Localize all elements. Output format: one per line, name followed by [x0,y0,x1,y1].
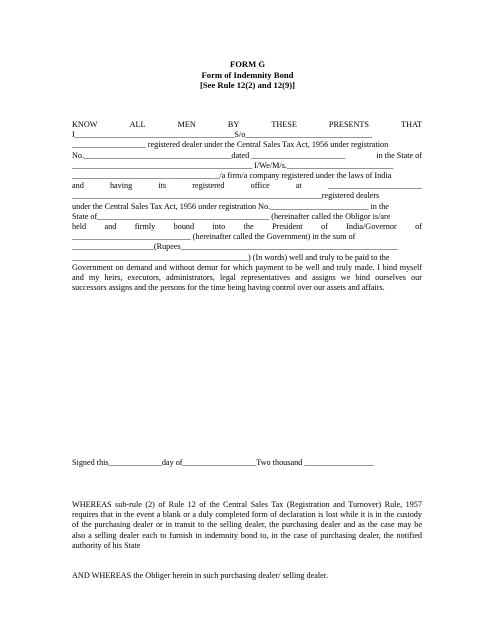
word: of [415,222,422,232]
state-label: in the State of [376,150,422,160]
word: MEN [177,120,196,129]
know-line-1 [72,120,422,130]
word: ALL [129,120,146,129]
know-line-5: ____________________________________________ I/We/M/s.__________________________ [72,160,394,170]
word: firmly [134,222,156,232]
word: PRESENTS [328,120,369,129]
know-line-9: under the Central Sales Tax Act, 1956 under registration No.________________________ in the [72,201,389,211]
word: having [109,181,133,191]
word: President [272,222,303,232]
signed-date-line: Signed this_____________day of__________________Two thousand _________________ [72,458,374,467]
word: of [320,222,328,232]
word: THAT [401,120,422,129]
word: into [212,222,226,232]
office-address-blank: _______________________ [327,181,422,191]
know-line-10: State of__________________________________________ (hereinafter called the Obligor is/are [72,211,391,221]
form-header [0,59,495,91]
know-line-3: __________________ registered dealer under the Central Sales Tax Act, 1956 under registration [72,140,389,150]
know-line-11 [72,222,422,232]
word: THESE [271,120,297,129]
form-rule-reference: [See Rule 12(2) and 12(9)] [200,80,295,90]
whereas-paragraph-1: WHEREAS sub-rule (2) of Rule 12 of the Central Sales Tax (Registration and Turnover) Rule, 1957 requires that in the event a blank or a duly completed form of declaration is lost while it is in the custody of the purchasing dealer or in transit to the selling dealer, the purchasing dealer and as the case may be also a selling dealer each to furnish in indemnity bond to, in the case of purchasing dealer, the notified authority of his State [72,500,422,550]
know-line-4 [72,151,422,161]
word: its [158,181,167,191]
know-paragraph-ending: Government on demand and without demur for which payment to be well and truly made. I bind myself and my heirs, executors, administrators, legal representatives and assigns we bind ourselves our successors assigns and the persons for the time being having control over our assets and affairs. [72,262,422,293]
word: KNOW [72,120,98,129]
word: and [72,181,84,191]
form-title: Form of Indemnity Bond [201,69,294,80]
whereas-paragraph-2: AND WHEREAS the Obliger herein in such purchasing dealer/ selling dealer. [72,571,329,580]
word: bound [173,222,195,232]
word: at [295,181,302,191]
know-line-13: ____________________(Rupees_____________________________________________________ [72,242,398,252]
word: and [104,222,117,232]
word: the [243,222,254,232]
word: office [250,181,270,191]
form-number: FORM G [229,59,266,69]
know-line-14: ___________________________________________) (In words) well and truly to be paid to the [72,252,390,262]
word: registered [192,181,225,191]
know-line-7 [72,181,422,191]
know-line-12: _____________________________ (hereinafter called the Government) in the sum of [72,232,356,242]
word: India/Governor [346,222,397,232]
word: held [72,222,87,232]
registration-number-blank: No.____________________________________dated _______________________ [72,150,346,160]
know-all-men-paragraph [72,120,422,293]
know-line-2: I_______________________________________S/o_______________________________ [72,130,373,140]
know-line-6: ____________________________________/a firm/a company registered under the laws of India [72,171,392,181]
word: BY [227,120,240,129]
know-line-8: _____________________________________________________________registered dealers [72,191,380,201]
